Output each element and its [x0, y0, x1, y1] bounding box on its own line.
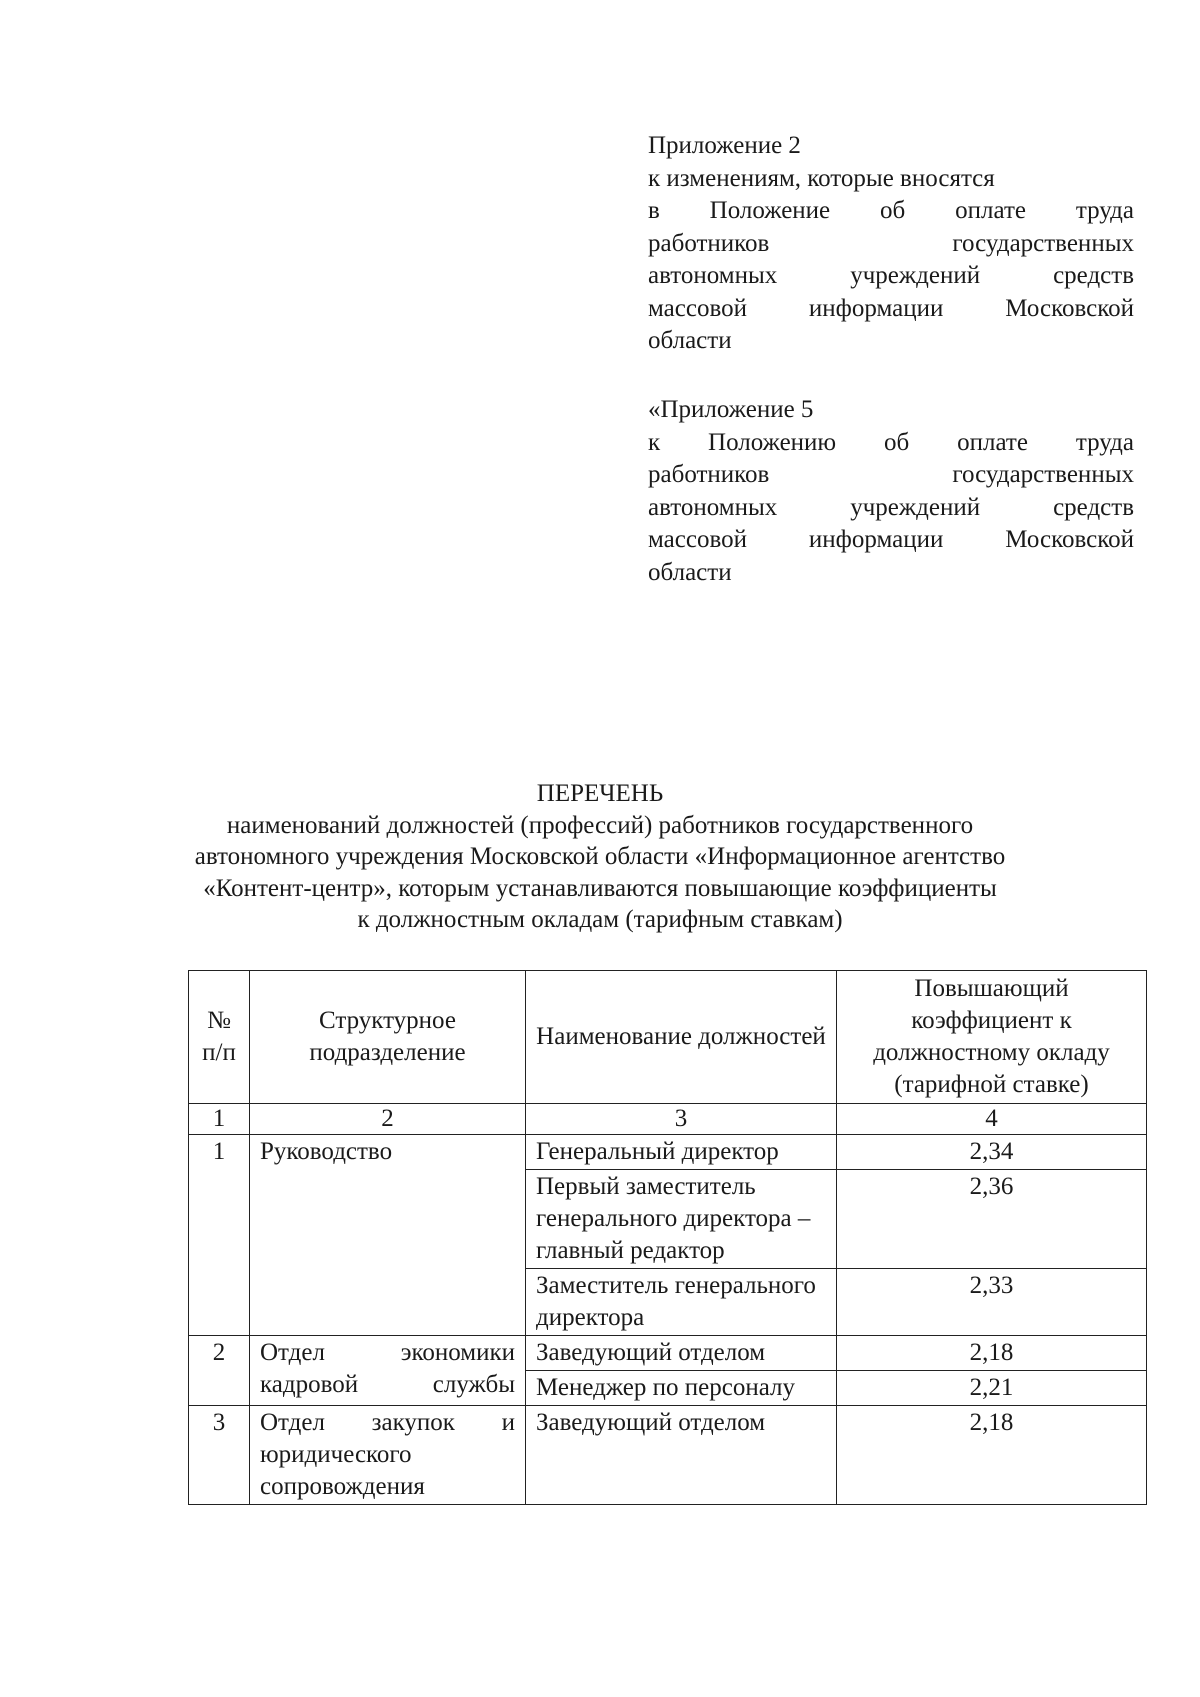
- table-header-row: [189, 971, 1147, 1104]
- coefficient-value: 2,33: [837, 1269, 1147, 1336]
- document-title: [150, 778, 1050, 936]
- column-number: 3: [526, 1104, 837, 1135]
- title-line: «Контент-центр», которым устанавливаются повышающие коэффициенты: [203, 874, 997, 902]
- annex-line: «Приложение 5: [648, 396, 814, 423]
- department-cell: [250, 1336, 526, 1406]
- annex-line: области: [648, 558, 732, 586]
- title-heading: ПЕРЕЧЕНЬ: [536, 780, 664, 807]
- department-cell: [250, 1406, 526, 1505]
- column-number: 1: [189, 1104, 250, 1135]
- annex-line: к изменениям, которые вносятся: [648, 164, 995, 192]
- title-line: к должностным окладам (тарифным ставкам): [357, 906, 843, 933]
- annex-line: массовой информации Московской: [648, 526, 1134, 553]
- column-number: 2: [250, 1104, 526, 1135]
- position-name: Генеральный директор: [526, 1135, 837, 1170]
- annex-5-header: [648, 394, 1134, 589]
- annex-line: автономных учреждений средств: [648, 493, 1134, 521]
- annex-line: области: [648, 327, 732, 354]
- table-row: [189, 1406, 1147, 1505]
- annex-line: работников государственных: [648, 229, 1134, 257]
- annex-line: Приложение 2: [648, 132, 801, 159]
- department-name: Отдел экономики кадровой службы: [260, 1339, 515, 1398]
- coefficient-value: 2,18: [837, 1336, 1147, 1371]
- header-dept: Структурное подразделение: [250, 971, 526, 1104]
- position-name: Первый заместитель генерального директора – главный редактор: [526, 1170, 837, 1269]
- row-number: 2: [189, 1336, 250, 1406]
- header-position: Наименование должностей: [526, 971, 837, 1104]
- coefficient-value: 2,21: [837, 1371, 1147, 1406]
- annex-line: к Положению об оплате труда: [648, 428, 1134, 456]
- header-coef: Повышающий коэффициент к должностному окладу (тарифной ставке): [837, 971, 1147, 1104]
- table-row: [189, 1135, 1147, 1170]
- department-name: Отдел закупок и юридического сопровождения: [260, 1409, 515, 1500]
- coefficients-table: [188, 970, 1147, 1505]
- title-line: автономного учреждения Московской области «Информационное агентство: [194, 843, 1006, 870]
- department-cell: [250, 1135, 526, 1336]
- position-name: Заведующий отделом: [526, 1336, 837, 1371]
- title-line: наименований должностей (профессий) работников государственного: [226, 811, 974, 839]
- department-name: Руководство: [260, 1138, 393, 1165]
- annex-line: в Положение об оплате труда: [648, 197, 1134, 224]
- coefficient-value: 2,36: [837, 1170, 1147, 1269]
- row-number: 1: [189, 1135, 250, 1336]
- coefficient-value: 2,34: [837, 1135, 1147, 1170]
- column-number: 4: [837, 1104, 1147, 1135]
- header-num: № п/п: [189, 971, 250, 1104]
- position-name: Заместитель генерального директора: [526, 1269, 837, 1336]
- annex-line: работников государственных: [648, 461, 1134, 488]
- annex-line: массовой информации Московской: [648, 294, 1134, 322]
- column-numbers-row: [189, 1104, 1147, 1135]
- position-name: Менеджер по персоналу: [526, 1371, 837, 1406]
- annex-line: автономных учреждений средств: [648, 262, 1134, 289]
- position-name: Заведующий отделом: [526, 1406, 837, 1505]
- annex-2-header: [648, 130, 1134, 358]
- table-row: [189, 1336, 1147, 1371]
- row-number: 3: [189, 1406, 250, 1505]
- coefficient-value: 2,18: [837, 1406, 1147, 1505]
